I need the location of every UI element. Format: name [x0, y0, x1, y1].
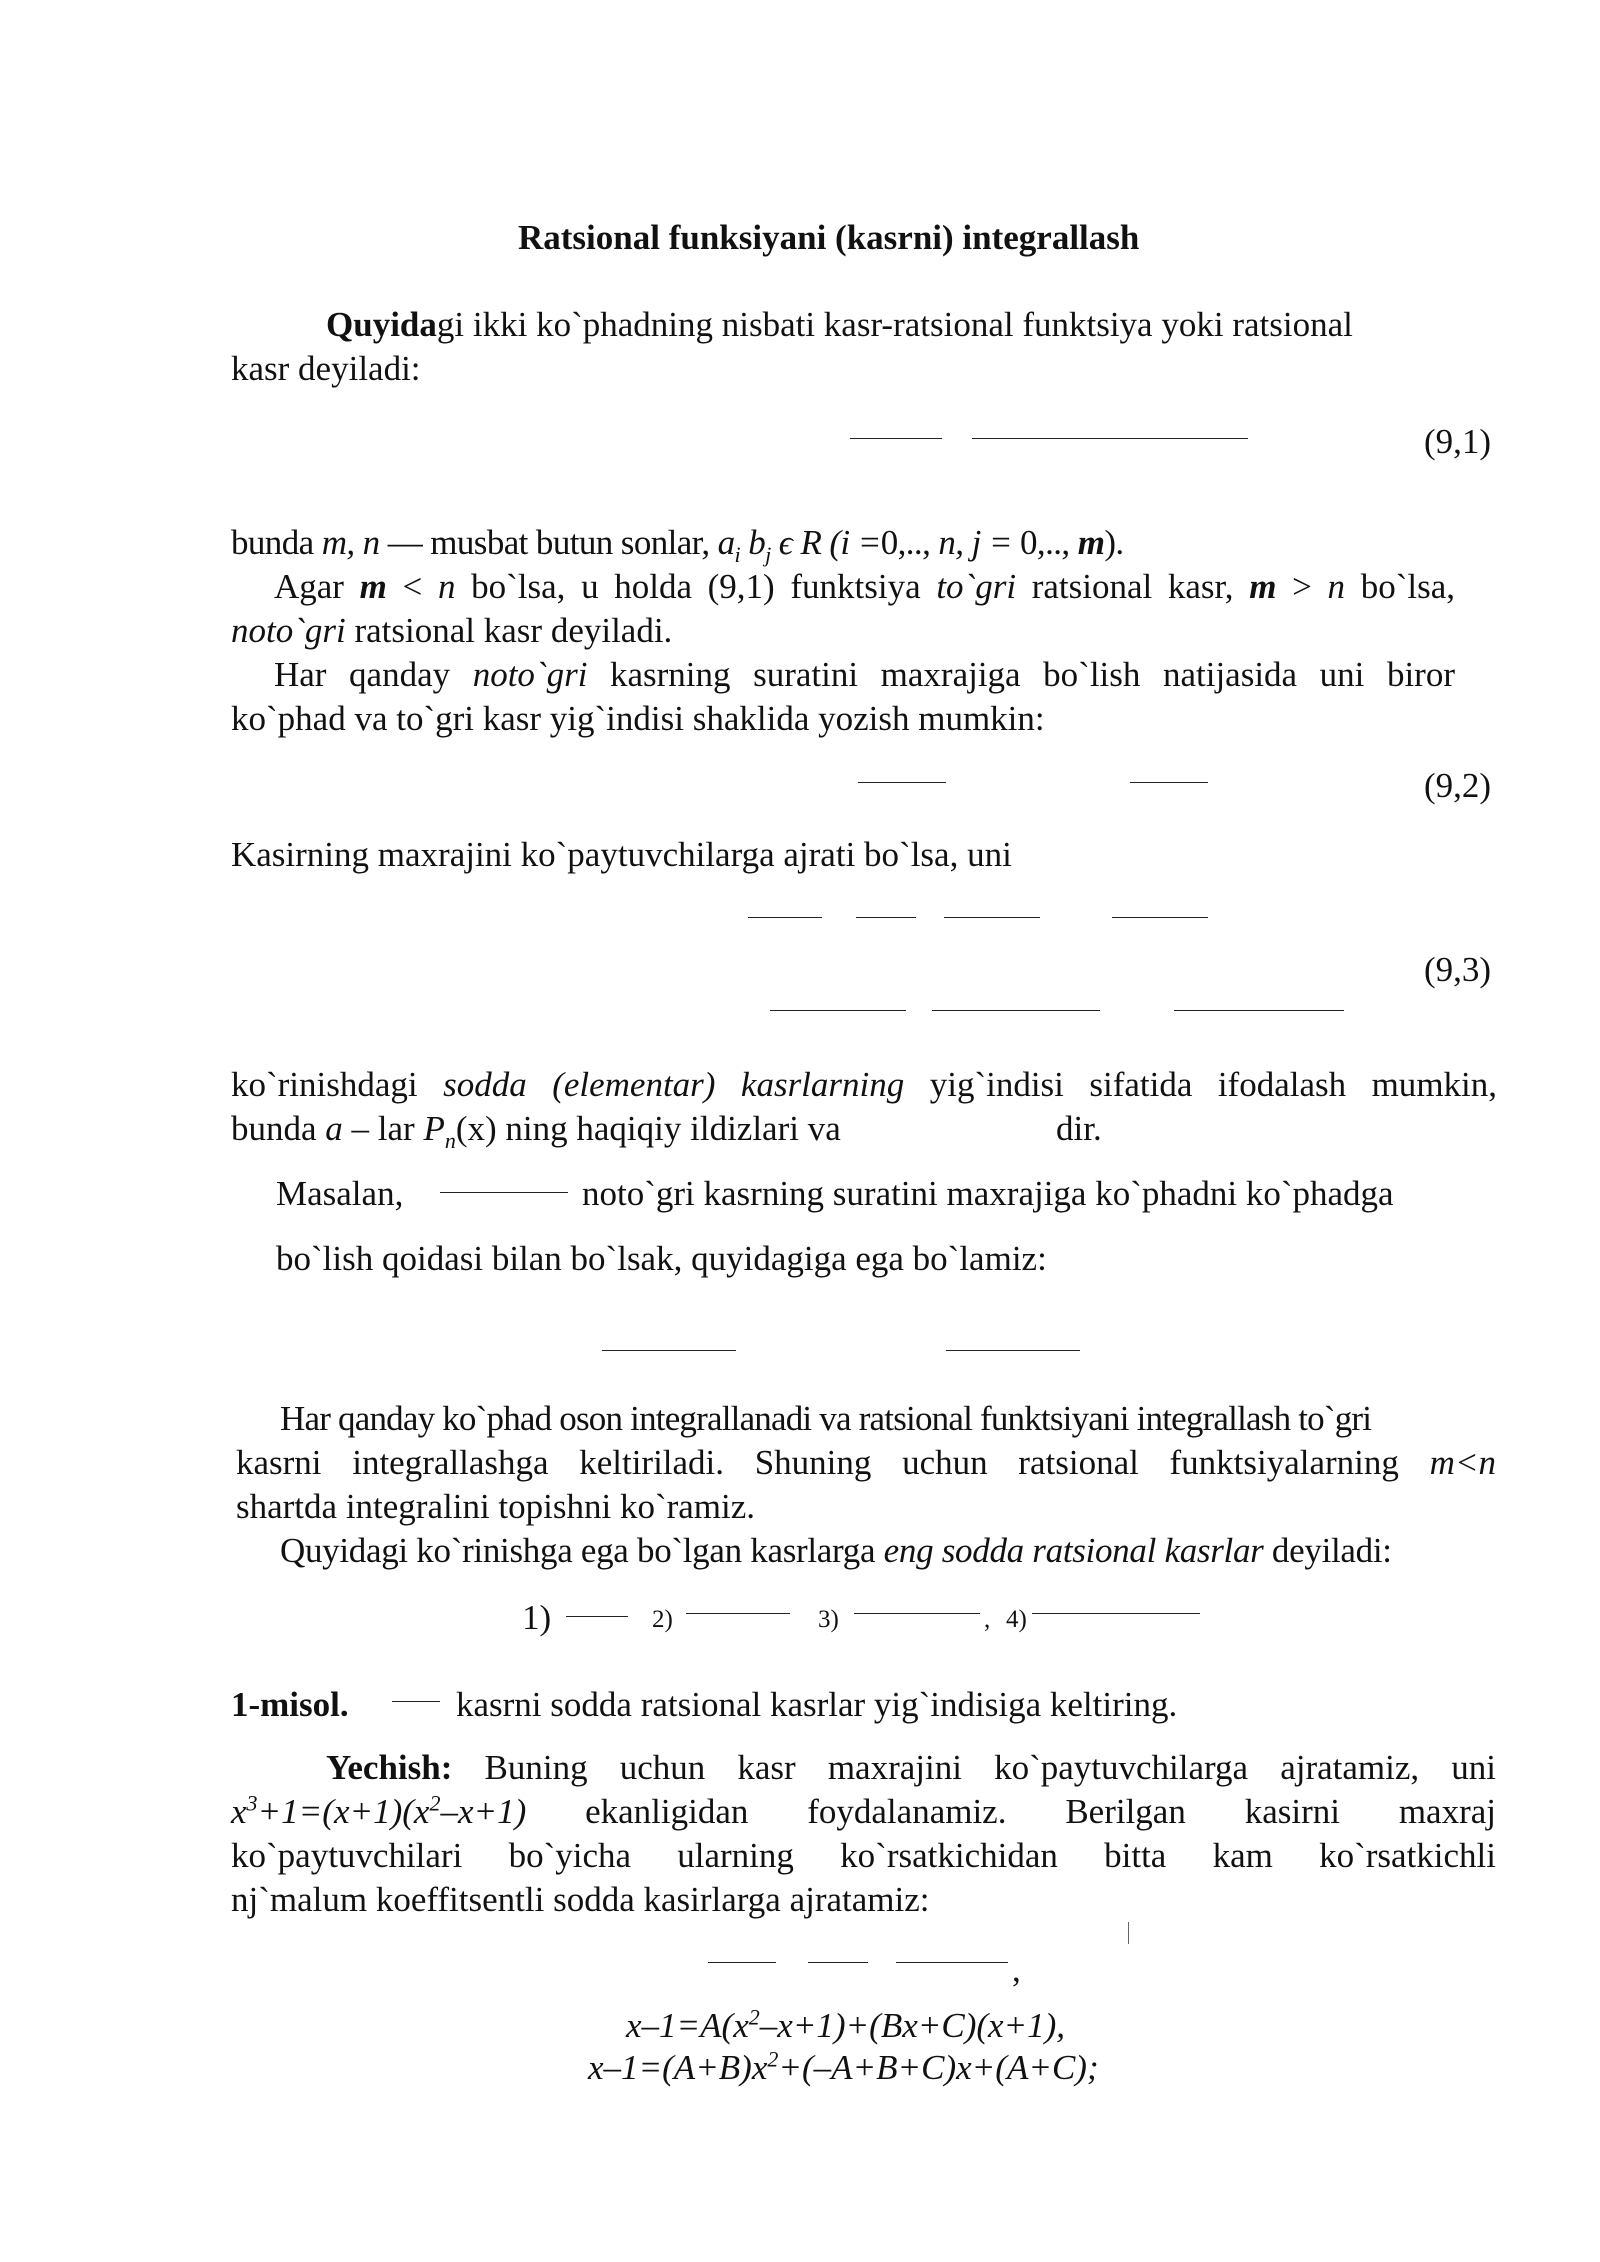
fraction-bar: [602, 1350, 736, 1351]
text: 0,..,: [1020, 523, 1078, 562]
text: bunda: [231, 523, 322, 562]
paragraph-division-line2: ko`phad va to`gri kasr yig`indisi shaklida yozish mumkin:: [231, 699, 1045, 738]
paragraph-proper-fraction-line2: [231, 609, 672, 653]
fraction-bar: [566, 1616, 628, 1617]
fraction-bar: [748, 917, 822, 918]
paragraph-elementar-line2: [231, 1107, 841, 1151]
equation-number: (9,1): [1424, 422, 1492, 461]
solution-line1: [326, 1746, 1496, 1790]
math-var: m: [1077, 523, 1105, 562]
fraction-bar: [856, 917, 916, 918]
bold-label: 1-misol.: [231, 1685, 349, 1724]
math-var: n: [1327, 567, 1346, 606]
fraction-bar: [1130, 782, 1208, 783]
example-1-text: kasrni sodda ratsional kasrlar yig`indisiga keltiring.: [456, 1685, 1178, 1724]
fraction-bar: [770, 1010, 906, 1011]
math-sup: 2: [767, 2046, 779, 2072]
text: — musbat butun sonlar,: [379, 523, 718, 562]
math-var: m: [359, 567, 387, 606]
equation-number: (9,3): [1424, 950, 1492, 989]
paragraph-proper-fraction: [274, 565, 1455, 609]
fraction-bar: [708, 1962, 776, 1963]
math-sup: 2: [429, 1790, 441, 1816]
bold-lead-word: Quyida: [326, 305, 437, 344]
italic-term: eng sodda ratsional kasrlar: [883, 1531, 1264, 1570]
math-var: m: [1249, 567, 1277, 606]
math: +(–A+B+C)x+(A+C);: [778, 2048, 1099, 2087]
fraction-bar: [932, 1010, 1100, 1011]
fraction-bar: [944, 917, 1040, 918]
equation-number: (9,2): [1424, 766, 1492, 805]
text: <: [386, 567, 438, 606]
equation-coefficients-2: [588, 2046, 1099, 2090]
math: x: [231, 1792, 247, 1831]
paragraph-definition-line2: kasr deyiladi:: [231, 349, 421, 388]
paragraph-integration-line3: shartda integralini topishni ko`ramiz.: [236, 1487, 756, 1526]
paragraph-integration: Har qanday ko`phad oson integrallanadi va ratsional funktsiyani integrallash to`gri: [280, 1399, 1372, 1438]
text: Quyidagi ko`rinishga ega bo`lgan kasrlarga: [280, 1531, 884, 1570]
paragraph-factor: Kasirning maxrajini ko`paytuvchilarga ajrati bo`lsa, uni: [231, 835, 1012, 874]
fraction-bar: [858, 782, 946, 783]
math-var: n: [437, 567, 456, 606]
list-number-3: 3): [818, 1606, 839, 1633]
list-number-1: 1): [522, 1598, 552, 1637]
bold-label: Yechish:: [326, 1748, 453, 1787]
fraction-bar: [440, 1192, 568, 1193]
text: 0,..,: [880, 523, 939, 562]
example-intro-text: noto`gri kasrning suratini maxrajiga ko`phadni ko`phadga: [582, 1174, 1394, 1213]
math-var: m, n: [321, 523, 380, 562]
text: – lar: [342, 1109, 424, 1148]
fraction-bar: [1112, 917, 1208, 918]
math-var: a: [717, 523, 735, 562]
math-sub: j: [765, 542, 771, 567]
text: ratsional kasr,: [1016, 567, 1250, 606]
fraction-bar: [392, 1701, 440, 1702]
text: bunda: [231, 1109, 326, 1148]
list-number-4: 4): [1006, 1606, 1027, 1633]
text: kasrni integrallashga keltiriladi. Shuning uchun ratsional funktsiyalarning: [236, 1443, 1430, 1482]
paragraph-simplest: [280, 1529, 1392, 1573]
italic-term: sodda (elementar) kasrlarning: [443, 1065, 905, 1104]
math-var: n,: [938, 523, 964, 562]
italic-term: noto`gri: [472, 655, 588, 694]
math-var: b: [740, 523, 766, 562]
example-1-label: [231, 1683, 349, 1727]
text: ).: [1104, 523, 1124, 562]
text: ko`rinishdagi: [231, 1065, 444, 1104]
fraction-bar: [1174, 1010, 1344, 1011]
text: (x) ning haqiqiy ildizlari va: [455, 1109, 841, 1148]
paragraph-elementar-end: dir.: [1056, 1109, 1102, 1148]
fraction-bar: [686, 1613, 790, 1614]
page-title: Ratsional funksiyani (kasrni) integrallash: [518, 218, 1140, 257]
text: ratsional kasr deyiladi.: [345, 611, 673, 650]
equation-comma: ,: [1012, 1950, 1021, 1989]
text: ekanligidan foydalanamiz. Berilgan kasirni maxraj: [526, 1792, 1496, 1831]
math-var: P: [423, 1109, 445, 1148]
math-sub: i: [734, 542, 741, 567]
math: –x+1)+(Bx+C)(x+1),: [759, 2006, 1066, 2045]
solution-line2: [231, 1790, 1496, 1834]
text-cursor: [1128, 1922, 1129, 1944]
text: Agar: [274, 567, 360, 606]
example-intro-label: Masalan,: [276, 1174, 404, 1213]
fraction-bar: [850, 438, 942, 439]
solution-line3: ko`paytuvchilari bo`yicha ularning ko`rsatkichidan bitta kam ko`rsatkichli: [231, 1836, 1496, 1875]
math: –x+1): [440, 1792, 527, 1831]
paragraph-integration-line2: [236, 1441, 1496, 1485]
paragraph-definition: [326, 303, 1353, 347]
math-sup: 3: [246, 1790, 258, 1816]
fraction-bar: [896, 1962, 1008, 1963]
text: bo`lsa, u holda (9,1) funktsiya: [455, 567, 937, 606]
fraction-bar: [854, 1613, 980, 1614]
math: x–1=A(x: [626, 2006, 749, 2045]
fraction-bar: [972, 438, 1248, 439]
math-var: m<n: [1429, 1443, 1496, 1482]
math-var: a: [325, 1109, 343, 1148]
text: >: [1276, 567, 1328, 606]
math-var: ϵ R (i =: [770, 523, 881, 562]
list-number-2: 2): [652, 1606, 673, 1633]
text: Buning uchun kasr maxrajini ko`paytuvchilarga ajratamiz, uni: [452, 1748, 1496, 1787]
text: bo`lsa,: [1345, 567, 1455, 606]
text: Har qanday: [274, 655, 473, 694]
italic-term: to`gri: [936, 567, 1017, 606]
math-sub: n: [444, 1128, 456, 1153]
italic-term: noto`gri: [231, 611, 346, 650]
fraction-bar: [946, 1350, 1080, 1351]
solution-line4: nj`malum koeffitsentli sodda kasirlarga ajratamiz:: [231, 1880, 930, 1919]
text: kasrning suratini maxrajiga bo`lish natijasida uni biror: [587, 655, 1455, 694]
paragraph-text: gi ikki ko`phadning nisbati kasr-ratsional funktsiya yoki ratsional: [436, 305, 1353, 344]
math-var: j =: [963, 523, 1021, 562]
text: deyiladi:: [1263, 1531, 1392, 1570]
paragraph-division: [274, 653, 1455, 697]
equation-coefficients-1: [626, 2004, 1065, 2048]
example-intro-line2: bo`lish qoidasi bilan bo`lsak, quyidagiga ega bo`lamiz:: [276, 1239, 1047, 1278]
text: yig`indisi sifatida ifodalash mumkin,: [904, 1065, 1498, 1104]
math: +1=(x+1)(x: [257, 1792, 430, 1831]
math-sup: 2: [748, 2004, 760, 2030]
math: x–1=(A+B)x: [588, 2048, 768, 2087]
fraction-bar: [1032, 1613, 1200, 1614]
fraction-bar: [808, 1962, 868, 1963]
paragraph-elementar: [231, 1063, 1497, 1107]
paragraph-where: [231, 521, 1124, 565]
list-comma: ,: [984, 1606, 991, 1633]
